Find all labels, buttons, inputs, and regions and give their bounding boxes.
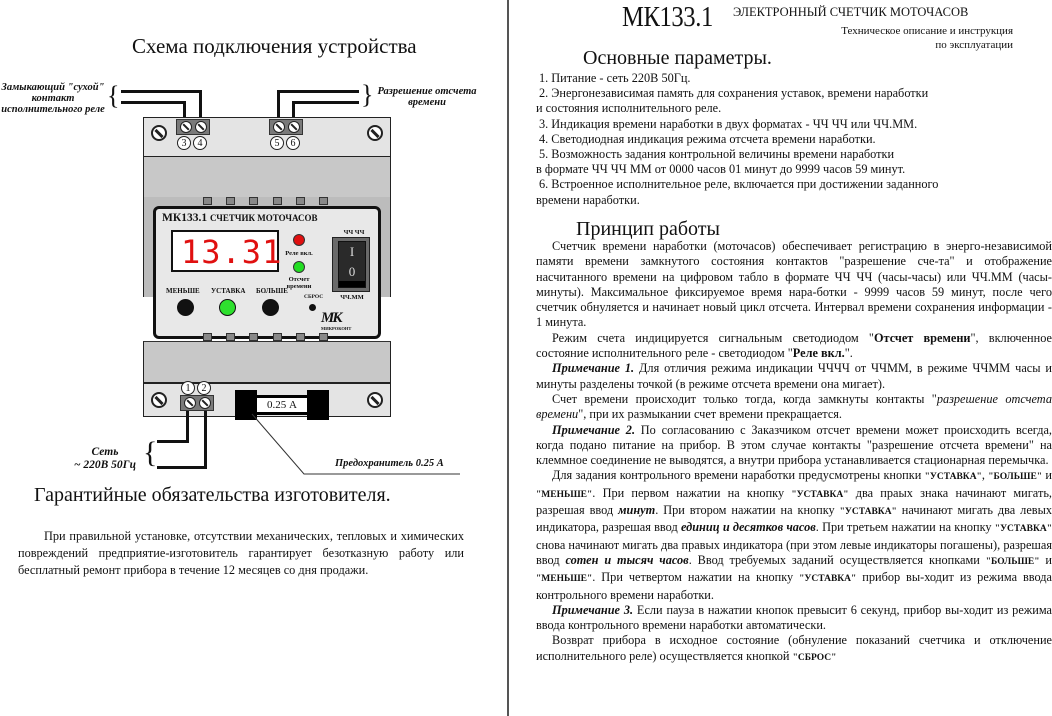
minus-button-label: МЕНЬШЕ <box>166 287 200 295</box>
vent <box>249 197 258 205</box>
relay-led <box>293 234 305 246</box>
terminal-block-34 <box>176 119 210 135</box>
document-subtitle-line1: Техническое описание и инструкция <box>841 25 1013 37</box>
vent <box>273 333 282 341</box>
key-name: "МЕНЬШЕ" <box>536 574 593 585</box>
key-name: "БОЛЬШЕ" <box>985 556 1040 567</box>
note-text: По согласованию с Заказчиком отсчет времени может происходить всегда, когда подано питание на прибор. В этом случае контакты "разрешение отсчета времени" на клеммное соединение не выводятся, а внутри прибора устанавливается стационарная перемычка. <box>536 422 1052 468</box>
switch-rocker <box>338 241 366 288</box>
switch-mark-off: 0 <box>348 264 356 279</box>
right-brace-icon: } <box>361 80 374 109</box>
relay-contact-label-line2: контакт <box>31 93 75 104</box>
vent <box>296 333 305 341</box>
param-item: в формате ЧЧ ЧЧ ММ от 0000 часов 01 минут до 9999 часов 59 минут. <box>536 162 906 177</box>
vent <box>226 197 235 205</box>
terminal-number: 3 <box>177 136 191 150</box>
mount-screw-icon <box>151 125 167 141</box>
model-title: МК133.1 <box>622 1 713 33</box>
vent <box>319 197 328 205</box>
terminal-number: 4 <box>193 136 207 150</box>
paragraph: Счетчик времени наработки (моточасов) обеспечивает регистрацию в энерго-независимой памяти времени замкнутого состояния контактов "разрешение сче-та" и отображение насчитанного времени на цифровом табло в формате ЧЧ ЧЧ (часы-часы) или ЧЧ.ММ (часы-минуты). Максимальное фиксируемое время нара-ботки - 9999 часов 59 минут, после чего счетчик обнуляется и начинает новый цикл отсчета. Интервал времени сохранения информации - 1 минута. <box>536 239 1052 330</box>
terminal-number: 2 <box>197 381 211 395</box>
mains-label <box>60 446 150 472</box>
text: . При четвертом нажатии на кнопку <box>592 570 800 585</box>
bold-term: Реле вкл. <box>792 346 845 361</box>
terminal-block-12 <box>180 395 214 411</box>
text: Возврат прибора в исходное состояние (обнуление показаний счетчика и отключение исполнительного реле) осуществляется кнопкой <box>536 633 1052 663</box>
principle-title: Принцип работы <box>576 218 720 240</box>
key-name: "СБРОС" <box>792 652 837 663</box>
wire-relay-2 <box>121 101 185 104</box>
mains-label-line2: ~ 220В 50Гц <box>73 459 137 471</box>
paragraph <box>536 468 1052 602</box>
param-item: 3. Индикация времени наработки в двух форматах - ЧЧ ЧЧ или ЧЧ.ММ. <box>539 116 918 131</box>
vent <box>319 333 328 341</box>
text: ", включенное состояние исполнительного реле - светодиодом " <box>536 330 1052 361</box>
reset-button[interactable] <box>309 304 316 311</box>
key-name: "УСТАВКА" <box>799 574 857 585</box>
note-text: Если пауза в нажатии кнопок превысит 6 секунд, прибор вы-ходит из режима ввода контрольного времени наработки автоматически. <box>536 602 1052 633</box>
page-divider <box>507 0 509 716</box>
warranty-text: При правильной установке, отсутствии механических, тепловых и химических повреждений предприятие-изготовитель гарантирует безотказную работу или бесплатный ремонт прибора в течение 12 месяцев со дня продажи. <box>18 529 464 577</box>
panel-model: МК133.1 <box>162 212 208 224</box>
text: ", при их размыкании счет времени прекращается. <box>578 407 843 422</box>
terminal-screw-icon <box>184 397 196 409</box>
count-led <box>293 261 305 273</box>
schema-title: Схема подключения устройства <box>132 34 417 58</box>
wire-mains-1-drop <box>186 411 189 442</box>
text: . Ввод требуемых заданий осуществляется кнопками <box>688 552 986 567</box>
wire-mains-2-drop <box>204 411 207 468</box>
left-brace-icon: { <box>107 81 120 110</box>
relay-contact-label-line3: исполнительного реле <box>1 104 105 115</box>
vent <box>273 197 282 205</box>
text: снова начинают мигать два правых индикатора (при этом левые индикаторы погашены), разрешая ввод <box>536 537 1052 567</box>
wire-relay-1-drop <box>199 90 202 120</box>
fuse-body: 0.25 А <box>257 395 307 415</box>
paragraph <box>536 633 1052 666</box>
param-item: 2. Энергонезависимая память для сохранения уставок, времени наработки <box>539 86 929 101</box>
paragraph <box>536 392 1052 423</box>
terminal-screw-icon <box>195 121 207 133</box>
set-button-label: УСТАВКА <box>211 287 246 295</box>
wire-mains-1 <box>157 440 189 443</box>
note-text: Для отличия режима индикации ЧЧЧЧ от ЧЧММ, в режиме ЧЧММ часы и минуты разделены точкой (в режиме отсчета времени она мигает). <box>536 361 1052 391</box>
switch-base <box>339 281 365 287</box>
text: , <box>981 468 989 483</box>
terminal-screw-icon <box>273 121 285 133</box>
text: и <box>1042 468 1052 483</box>
key-name: "БОЛЬШЕ" <box>988 472 1043 483</box>
emphasis: единиц и десятков часов <box>680 520 816 535</box>
params-title: Основные параметры. <box>583 47 772 69</box>
vent <box>203 333 212 341</box>
text: Для задания контрольного времени наработки предусмотрены кнопки <box>552 468 925 483</box>
wire-relay-1 <box>121 90 202 93</box>
note-label: Примечание 2. <box>552 422 636 437</box>
text: . При первом нажатии на кнопку <box>592 485 792 500</box>
plus-button-label: БОЛЬШЕ <box>256 287 288 295</box>
minus-button[interactable] <box>177 299 194 316</box>
wire-enable-1 <box>277 90 359 93</box>
count-enable-label <box>374 86 480 108</box>
text: ". <box>844 346 853 361</box>
italic-term: разрешение отсчета времени <box>536 391 1052 422</box>
switch-bottom-label: ЧЧ.ММ <box>340 294 364 301</box>
mains-label-line1: Сеть <box>91 446 119 458</box>
text: и <box>1039 552 1052 567</box>
terminal-screw-icon <box>288 121 300 133</box>
panel-subtitle: СЧЕТЧИК МОТОЧАСОВ <box>209 213 318 223</box>
terminal-number: 6 <box>286 136 300 150</box>
terminal-screw-icon <box>199 397 211 409</box>
text: начинают мигать два левых индикатора, разрешая ввод <box>536 503 1052 535</box>
text: Счет времени происходит только тогда, когда замкнуты контакты " <box>552 391 937 406</box>
device-upper-housing <box>143 157 391 197</box>
device-diagram <box>143 117 391 411</box>
mode-switch[interactable] <box>332 237 370 292</box>
paragraph <box>536 331 1052 362</box>
wire-enable-1-drop <box>277 90 280 120</box>
relay-led-label: Реле вкл. <box>285 250 313 257</box>
key-name: "УСТАВКА" <box>839 507 897 518</box>
plus-button[interactable] <box>262 299 279 316</box>
count-enable-label-line2: времени <box>408 97 446 108</box>
manufacturer-logo-sub: МИКРОКОНТ <box>321 326 352 331</box>
param-item: 6. Встроенное исполнительное реле, включается при достижении заданного <box>539 177 939 192</box>
count-enable-label-line1: Разрешение отсчета <box>377 86 477 97</box>
key-name: "УСТАВКА" <box>994 524 1052 535</box>
document-title: ЭЛЕКТРОННЫЙ СЧЕТЧИК МОТОЧАСОВ <box>733 5 969 19</box>
note-1 <box>536 361 1052 392</box>
param-item: и состояния исполнительного реле. <box>536 101 722 116</box>
emphasis: сотен и тысяч часов <box>565 552 689 567</box>
bold-term: Отсчет времени <box>873 330 971 345</box>
switch-top-label: ЧЧ ЧЧ <box>343 229 365 236</box>
wire-mains-2 <box>157 466 207 469</box>
switch-mark-on: I <box>349 244 355 259</box>
param-item: 4. Светодиодная индикация режима отсчета времени наработки. <box>539 131 876 146</box>
vent <box>226 333 235 341</box>
wire-enable-2 <box>292 101 359 104</box>
param-item: времени наработки. <box>536 192 640 207</box>
text: Режим счета индицируется сигнальным светодиодом " <box>552 330 874 345</box>
note-label: Примечание 1. <box>552 361 635 376</box>
emphasis: минут <box>618 503 656 518</box>
terminal-number: 1 <box>181 381 195 395</box>
mount-screw-icon <box>151 392 167 408</box>
mount-screw-icon <box>367 392 383 408</box>
front-panel <box>153 206 381 339</box>
note-3 <box>536 603 1052 634</box>
count-led-label-line2: времени <box>286 283 312 290</box>
params-list <box>536 71 1046 208</box>
document-subtitle-line2: по эксплуатации <box>935 39 1013 51</box>
key-name: "УСТАВКА" <box>791 489 849 500</box>
param-item: 5. Возможность задания контрольной величины времени наработки <box>539 147 895 162</box>
text: два праых знака начинают мигать, разрешая ввод <box>536 485 1052 518</box>
warranty-title: Гарантийные обязательства изготовителя. <box>34 484 391 506</box>
text: . При третьем нажатии на кнопку <box>815 520 995 535</box>
device-lower-housing <box>143 341 391 383</box>
fuse-label: Предохранитель 0.25 А <box>335 458 444 469</box>
terminal-block-56 <box>269 119 303 135</box>
key-name: "УСТАВКА" <box>924 472 982 483</box>
relay-contact-label <box>0 82 106 115</box>
text: . При втором нажатии на кнопку <box>655 503 840 518</box>
manufacturer-logo: МК <box>321 310 341 326</box>
vent <box>249 333 258 341</box>
param-item: 1. Питание - сеть 220В 50Гц. <box>539 71 691 85</box>
set-button[interactable] <box>219 299 236 316</box>
note-label: Примечание 3. <box>552 602 634 617</box>
terminal-number: 5 <box>270 136 284 150</box>
display-value: 13.31 <box>181 233 283 271</box>
note-2 <box>536 423 1052 469</box>
mains-brace-icon: { <box>143 436 158 469</box>
terminal-screw-icon <box>180 121 192 133</box>
principle-body <box>536 239 1052 666</box>
vent <box>203 197 212 205</box>
vent <box>296 197 305 205</box>
reset-label: СБРОС <box>304 294 324 300</box>
text: прибор вы-ходит из режима ввода контрольного времени наработки. <box>536 570 1052 602</box>
key-name: "МЕНЬШЕ" <box>536 489 593 500</box>
relay-contact-label-line1: Замыкающий "сухой" <box>1 82 105 93</box>
document-subtitle <box>841 24 1013 52</box>
mount-screw-icon <box>367 125 383 141</box>
count-led-label-line1: Отсчет <box>288 276 310 283</box>
panel-title <box>162 212 318 224</box>
led-display <box>171 230 283 272</box>
